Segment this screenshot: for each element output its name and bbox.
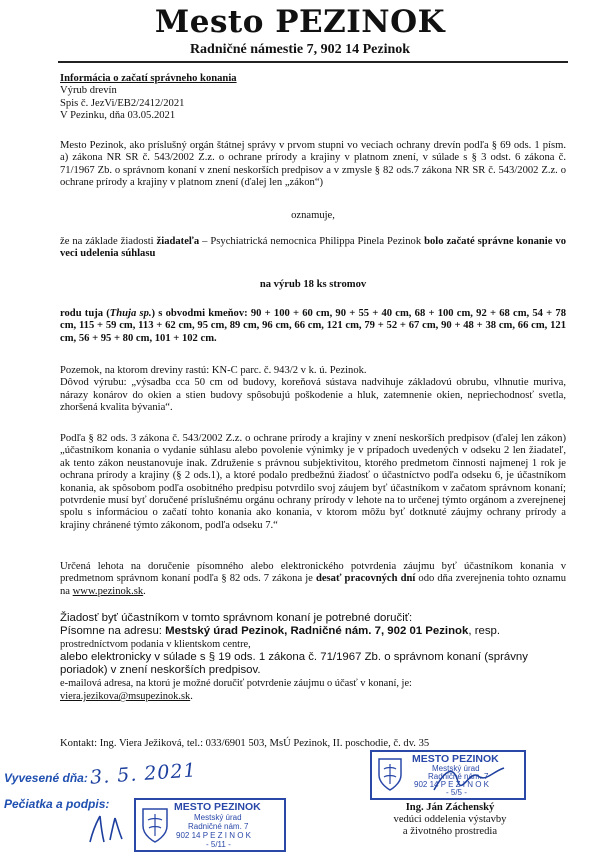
felling-reason: Dôvod výrubu: „výsadba cca 50 cm od budovy, koreňová sústava nadvihuje základovú obrubu, vlhnutie muriva, nárazy konárov do okien a stien budovy spôsobujú poškodenie a hluk, zatemnenie okien, nepriechodnosť svetla, zhoršená kvalita bývania“.	[60, 377, 566, 414]
office-address: Radničné námestie 7, 902 14 Pezinok	[189, 42, 411, 57]
trunk-girths: ) s obvodmi kmeňov: 90 + 100 + 60 cm, 90 + 55 + 40 cm, 68 + 100 cm, 92 + 68 cm, 54 + 78 cm, 115 + 59 cm, 113 + 62 cm, 95 cm, 89 cm, 96 cm, 66 cm, 121 cm, 79 + 52 + 67 cm, 90 + 48 + 38 cm, 66 cm, 121 cm, 56 + 95 + 80 cm, 101 + 102 cm.	[60, 308, 566, 344]
coat-of-arms-icon	[376, 756, 404, 792]
initiation-statement: bolo začaté správne konanie vo veci udelenia súhlasu	[60, 236, 566, 260]
paragraph-initiation	[60, 236, 566, 261]
paragraph-participants: Podľa § 82 ods. 3 zákona č. 543/2002 Z.z. o ochrane prírody a krajiny v znení neskorších predpisov (ďalej len zákon) „účastníkom konania o vydanie súhlasu alebo povolenie výnimky je v prípadoch uvedených v odseku 2 len žiadateľ, ak tento zákon neustanovuje inak. Združenie s právnou subjektivitou, ktorého predmetom činnosti najmenej 1 rok je ochrana prírody a krajiny (§ 2 ods.1), a ktoré podalo predbežnú žiadosť o účastníctvo podľa odseku 6, je účastníkom konania, ak spôsobom podľa osobitného predpisu potvrdilo svoj záujem byť účastníkom v začatom správnom konaní; potvrdenie musí byť doručené príslušnému orgánu ochrany prírody v lehote na to určenej týmto orgánom a zverejnenej spolu s informáciou o začatí tohto konania ako konania, v ktorom môžu byť dotknuté záujmy ochrany prírody a krajiny chránené týmto zákonom, podľa odseku 7.“	[60, 433, 566, 531]
contact-line: Kontakt: Ing. Viera Ježiková, tel.: 033/6901 503, MsÚ Pezinok, II. poschodie, č. dv. 35	[60, 738, 430, 749]
announces-line: oznamuje,	[291, 210, 335, 221]
handwritten-signature-left	[84, 812, 134, 846]
written-delivery	[60, 625, 566, 638]
land-and-reason	[60, 365, 566, 415]
email-link[interactable]: viera.jezikova@msupezinok.sk	[60, 691, 191, 702]
paragraph-deadline	[60, 561, 566, 598]
felling-request: na výrub 18 ks stromov	[259, 279, 367, 290]
posted-label: Vyvesené dňa:	[4, 771, 88, 785]
electronic-delivery: alebo elektronicky v súlade s § 19 ods. 1 zákona č. 71/1967 Zb. o správnom konaní (správny poriadok) v znení neskorších predpisov.	[60, 651, 528, 676]
client-center-line: prostredníctvom podania v klientskom centre,	[60, 639, 251, 650]
header-divider	[58, 61, 568, 63]
delivery-request: Žiadosť byť účastníkom v tomto správnom konaní je potrebné doručiť:	[60, 612, 413, 624]
written-suffix: , resp.	[468, 625, 501, 637]
stamp-left-line2: Radničné nám. 7	[188, 822, 249, 831]
signature-block	[360, 802, 540, 839]
coat-of-arms-icon	[140, 806, 170, 844]
signatory-name: Ing. Ján Záchenský	[405, 802, 495, 813]
email-intro: e-mailová adresa, na ktorú je možné doručiť potvrdenie záujmu o účasť v konaní, je:	[60, 678, 412, 689]
stamp-left-line1: Mestský úrad	[194, 813, 242, 822]
email-end: .	[190, 691, 193, 702]
applicant-label: žiadateľa	[156, 236, 200, 247]
species-prefix: rodu tuja (	[60, 308, 110, 319]
applicant-name: – Psychiatrická nemocnica Philippa Pinela Pezinok	[199, 236, 425, 247]
stamp-left-line3: 902 14 P E Z I N O K	[176, 831, 251, 840]
species-latin: Thuja sp.	[109, 308, 152, 319]
deadline-prefix: Určená lehota na doručenie písomného alebo elektronického potvrdenia záujmu byť účastníkom konania v predmetnom správnom konaní podľa § 82 ods. 7 zákona je	[60, 561, 566, 585]
stamp-right-line2: Radničné nám. 7	[428, 772, 489, 781]
file-number: Spis č. JezVi/EB2/2412/2021	[60, 97, 185, 109]
page-title: Mesto PEZINOK	[154, 4, 446, 40]
written-prefix: Písomne na adresu:	[60, 625, 166, 637]
initiation-prefix: že na základe žiadosti	[60, 236, 157, 247]
handwritten-signature-right	[430, 760, 510, 800]
deadline-suffix: odo dňa zverejnenia tohto oznamu na	[60, 573, 566, 597]
email-line	[60, 690, 566, 703]
delivery-instructions	[60, 612, 566, 703]
stamp-signature-label: Pečiatka a podpis:	[4, 797, 110, 811]
intro-block	[60, 73, 566, 123]
deadline-days: desať pracovných dní	[315, 573, 416, 585]
posted-date: 3. 5. 2021	[89, 759, 198, 789]
official-stamp-left	[134, 798, 286, 852]
office-postal-address: Mestský úrad Pezinok, Radničné nám. 7, 902 01 Pezinok	[165, 625, 469, 637]
deadline-end: .	[143, 585, 146, 597]
tree-list	[60, 308, 566, 345]
stamp-right-line4: - 5/5 -	[446, 788, 467, 797]
paragraph-authority: Mesto Pezinok, ako príslušný orgán štátnej správy v prvom stupni vo veciach ochrany drevín podľa § 69 ods. 1 písm. a) zákona NR SR č. 543/2002 Z.z. o ochrane prírody a krajiny v platnom znení, v súlade s § 3 odst. 6 zákona č. 71/1967 Zb. o správnom konaní v znení neskorších predpisov a v zmysle § 82 ods.7 zákona NR SR č. 543/2002 Z.z. o ochrane prírody a krajiny v platnom znení (ďalej len „zákon“)	[60, 140, 566, 189]
stamp-left-line4: - 5/11 -	[206, 840, 231, 849]
stamp-right-line1: Mestský úrad	[432, 764, 480, 773]
stamp-right-title: MESTO PEZINOK	[412, 753, 499, 765]
signatory-role-line2: a životného prostredia	[402, 826, 498, 838]
stamp-left-title: MESTO PEZINOK	[174, 801, 261, 813]
place-date: V Pezinku, dňa 03.05.2021	[60, 110, 176, 122]
document-heading: Informácia o začatí správneho konania	[60, 73, 237, 84]
signatory-role-line1: vedúci oddelenia výstavby	[393, 814, 507, 826]
subject-line: Výrub drevín	[60, 85, 117, 97]
land-parcel: Pozemok, na ktorom dreviny rastú: KN-C parc. č. 943/2 v k. ú. Pezinok.	[60, 365, 367, 376]
city-website-link[interactable]: www.pezinok.sk	[72, 585, 144, 597]
stamp-right-line3: 902 14 P E Z I N O K	[414, 780, 489, 789]
